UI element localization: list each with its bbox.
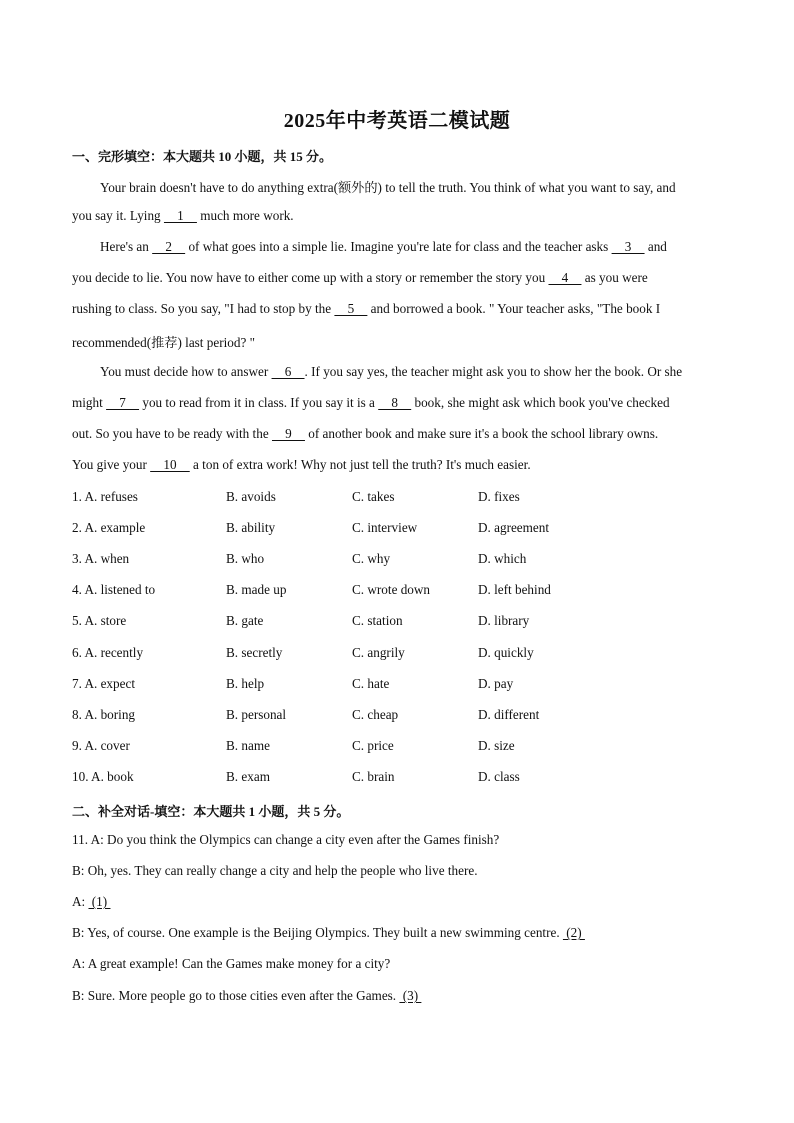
dialogue-line: [72, 832, 499, 848]
option-7-A: 7. A. expect: [72, 676, 135, 691]
option-9-D: D. size: [478, 738, 515, 753]
dialogue-line: [72, 988, 421, 1004]
text-segment: B: Sure. More people go to those cities even after the Games.: [72, 988, 400, 1003]
answer-blank-5: 5: [334, 301, 368, 316]
option-4-C: C. wrote down: [352, 582, 431, 597]
answer-blank-1: 1: [163, 208, 197, 223]
option-8-A: 8. A. boring: [72, 707, 136, 722]
option-3-D: D. which: [478, 551, 527, 566]
option-8-C: C. cheap: [352, 707, 399, 722]
option-5-C: C. station: [352, 613, 403, 628]
text-segment: B: Yes, of course. One example is the Beijing Olympics. They built a new swimming centre.: [72, 925, 563, 940]
option-10-A: 10. A. book: [72, 769, 134, 784]
text-segment: you to read from it in class. If you say it is a: [139, 395, 379, 410]
option-6-D: D. quickly: [478, 645, 534, 660]
passage-line: [100, 364, 682, 380]
passage-line: [72, 270, 648, 286]
text-segment: out. So you have to be ready with the: [72, 426, 272, 441]
answer-blank-3: (3): [399, 988, 422, 1003]
answer-blank-3: 3: [611, 239, 645, 254]
text-segment: recommended(推荐) last period? ": [72, 335, 255, 350]
answer-blank-7: 7: [106, 395, 140, 410]
option-1-A: 1. A. refuses: [72, 489, 138, 504]
option-6-B: B. secretly: [226, 645, 283, 660]
option-3-C: C. why: [352, 551, 391, 566]
option-10-D: D. class: [478, 769, 520, 784]
text-segment: and borrowed a book. " Your teacher asks, "The book I: [367, 301, 661, 316]
text-segment: You must decide how to answer: [100, 364, 272, 379]
option-4-B: B. made up: [226, 582, 287, 597]
option-1-C: C. takes: [352, 489, 395, 504]
text-segment: You give your: [72, 457, 151, 472]
text-segment: Your brain doesn't have to do anything extra(额外的) to tell the truth. You think of what you want to say, and: [100, 180, 676, 195]
option-10-B: B. exam: [226, 769, 270, 784]
option-2-B: B. ability: [226, 520, 276, 535]
option-4-A: 4. A. listened to: [72, 582, 156, 597]
passage-line: [72, 208, 294, 224]
answer-blank-2: (2): [562, 925, 585, 940]
option-5-B: B. gate: [226, 613, 264, 628]
option-7-C: C. hate: [352, 676, 390, 691]
option-1-D: D. fixes: [478, 489, 520, 504]
text-segment: 11. A: Do you think the Olympics can change a city even after the Games finish?: [72, 832, 500, 847]
text-segment: A: A great example! Can the Games make money for a city?: [72, 956, 391, 971]
dialogue-line: [72, 956, 390, 972]
answer-blank-6: 6: [271, 364, 305, 379]
text-segment: rushing to class. So you say, "I had to stop by the: [72, 301, 335, 316]
option-7-D: D. pay: [478, 676, 514, 691]
section-heading-cloze: 一、完形填空：本大题共 10 小题，共 15 分。: [72, 149, 333, 164]
text-segment: and: [644, 239, 667, 254]
passage-line: [100, 239, 667, 255]
answer-blank-2: 2: [152, 239, 186, 254]
text-segment: as you were: [581, 270, 648, 285]
option-6-A: 6. A. recently: [72, 645, 144, 660]
passage-line: [72, 457, 531, 473]
passage-line: [72, 395, 670, 411]
text-segment: a ton of extra work! Why not just tell the truth? It's much easier.: [189, 457, 531, 472]
text-segment: of another book and make sure it's a book the school library owns.: [304, 426, 659, 441]
option-9-C: C. price: [352, 738, 394, 753]
option-10-C: C. brain: [352, 769, 395, 784]
answer-blank-4: 4: [548, 270, 582, 285]
dialogue-line: [72, 894, 110, 910]
text-segment: . If you say yes, the teacher might ask you to show her the book. Or she: [304, 364, 683, 379]
option-5-D: D. library: [478, 613, 530, 628]
option-7-B: B. help: [226, 676, 265, 691]
option-3-B: B. who: [226, 551, 265, 566]
passage-line: [100, 177, 676, 196]
text-segment: you decide to lie. You now have to either come up with a story or remember the story you: [72, 270, 549, 285]
text-segment: Here's an: [100, 239, 153, 254]
answer-blank-10: 10: [150, 457, 190, 472]
text-segment: book, she might ask which book you've checked: [411, 395, 670, 410]
option-9-B: B. name: [226, 738, 270, 753]
option-2-A: 2. A. example: [72, 520, 146, 535]
text-segment: of what goes into a simple lie. Imagine you're late for class and the teacher asks: [185, 239, 612, 254]
option-8-D: D. different: [478, 707, 540, 722]
page-title: 2025年中考英语二模试题: [283, 110, 511, 132]
dialogue-line: [72, 863, 478, 879]
option-4-D: D. left behind: [478, 582, 551, 597]
option-2-C: C. interview: [352, 520, 418, 535]
option-6-C: C. angrily: [352, 645, 405, 660]
passage-line: [72, 301, 660, 317]
passage-line: [72, 332, 255, 351]
answer-blank-1: (1): [88, 894, 111, 909]
answer-blank-8: 8: [378, 395, 412, 410]
passage-line: [72, 426, 658, 442]
text-segment: A:: [72, 894, 89, 909]
section-heading-dialogue: 二、补全对话-填空：本大题共 1 小题，共 5 分。: [72, 804, 350, 819]
text-segment: might: [72, 395, 107, 410]
option-9-A: 9. A. cover: [72, 738, 130, 753]
text-segment: much more work.: [196, 208, 294, 223]
option-5-A: 5. A. store: [72, 613, 127, 628]
text-segment: B: Oh, yes. They can really change a city and help the people who live there.: [72, 863, 478, 878]
option-3-A: 3. A. when: [72, 551, 130, 566]
option-8-B: B. personal: [226, 707, 287, 722]
option-1-B: B. avoids: [226, 489, 276, 504]
answer-blank-9: 9: [271, 426, 305, 441]
text-segment: you say it. Lying: [72, 208, 164, 223]
option-2-D: D. agreement: [478, 520, 550, 535]
dialogue-line: [72, 925, 585, 941]
